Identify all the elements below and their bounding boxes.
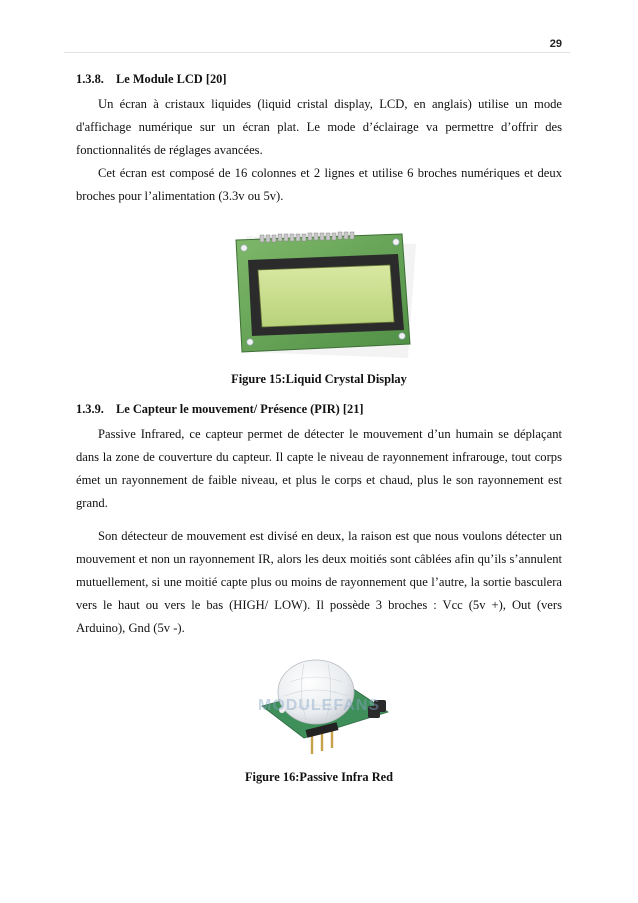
section-number: 1.3.8. — [76, 72, 104, 86]
lcd-paragraph-1: Un écran à cristaux liquides (liquid cristal display, LCD, en anglais) utilise un mode d'affichage numérique sur un écran plat. Le mode d’éclairage va permettre d’offrir des fonctionnalités de réglages avancées. — [76, 97, 562, 157]
lcd-module-image — [76, 224, 562, 366]
pir-figure — [76, 654, 562, 766]
page-number: 29 — [549, 38, 562, 50]
section-title: Le Module LCD [20] — [116, 72, 227, 86]
pir-sensor-image — [76, 654, 562, 766]
pir-paragraph-2: Son détecteur de mouvement est divisé en deux, la raison est que nous voulons détecter un mouvement et non un rayonnement IR, alors les deux moitiés sont câblées afin qu’ils s’annulent mutuellement, si une moitié capte plus ou moins de rayonnement que l’autre, la sortie basculera vers le haut ou vers le bas (HIGH/ LOW). Il possède 3 broches : Vcc (5v +), Out (vers Arduino), Gnd (5v -). — [76, 529, 562, 635]
watermark-text: MODULEFANS — [258, 697, 380, 714]
page-content — [76, 70, 562, 785]
section-heading-pir — [76, 400, 562, 418]
section-number: 1.3.9. — [76, 402, 104, 416]
pir-paragraph-1: Passive Infrared, ce capteur permet de détecter le mouvement d’un humain se déplaçant dans la zone de couverture du capteur. Il capte le niveau de rayonnement infrarouge, tout corps émet un rayonnement de faible niveau, et plus le corps et chaud, plus le son rayonnement est grand. — [76, 427, 562, 510]
section-title: Le Capteur le mouvement/ Présence (PIR) [21] — [116, 402, 364, 416]
lcd-figure — [76, 224, 562, 366]
figure-16-caption: Figure 16:Passive Infra Red — [244, 770, 394, 784]
header-divider — [64, 52, 570, 53]
figure-15-caption: Figure 15:Liquid Crystal Display — [231, 372, 407, 386]
lcd-paragraph-2: Cet écran est composé de 16 colonnes et 2 lignes et utilise 6 broches numériques et deux broches pour l’alimentation (3.3v ou 5v). — [76, 166, 562, 203]
section-heading-lcd — [76, 70, 562, 88]
